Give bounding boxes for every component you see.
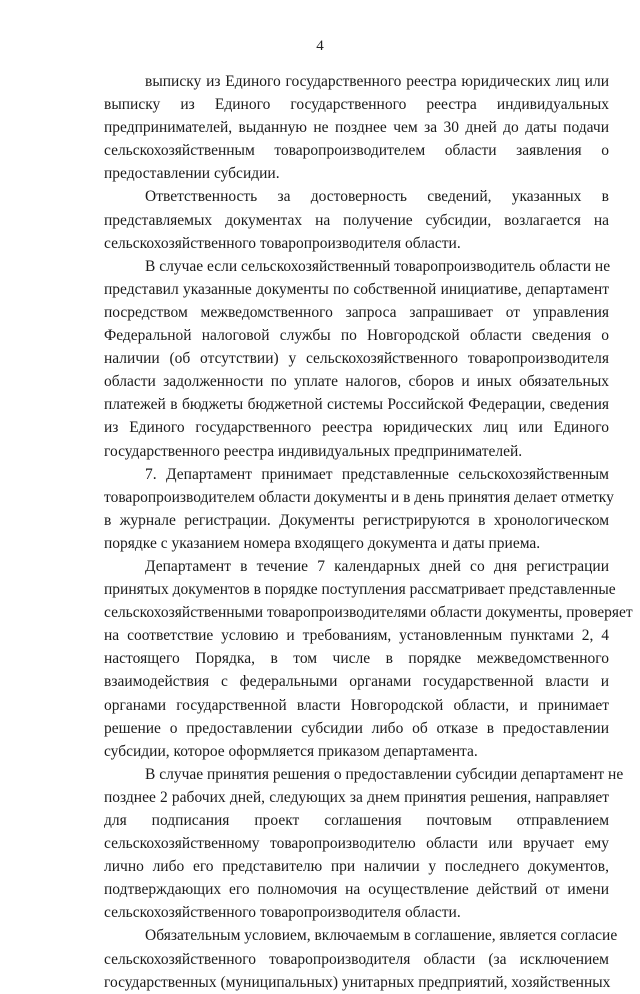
text-line: предпринимателей, выданную не позднее чем за 30 дней до даты подачи — [104, 119, 609, 137]
text-line: наличии (об отсутствии) у сельскохозяйственного товаропроизводителя — [104, 350, 609, 368]
text-line: сельскохозяйственного товаропроизводителя области. — [104, 234, 461, 252]
text-line: Федеральной налоговой службы по Новгородской области сведения о — [104, 327, 609, 345]
text-line: сельскохозяйственного товаропроизводителя области (за исключением — [104, 950, 609, 968]
text-line: подтверждающих его полномочия на осуществление действий от имени — [104, 881, 609, 899]
text-line: посредством межведомственного запроса запрашивает от управления — [104, 303, 609, 321]
text-line: порядке с указанием номера входящего документа и даты приема. — [104, 534, 541, 552]
text-line: платежей в бюджеты бюджетной системы Российской Федерации, сведения — [104, 396, 609, 414]
text-line: товаропроизводителем области документы и в день принятия делает отметку — [104, 488, 614, 506]
page-number: 4 — [316, 38, 324, 54]
text-line: представляемых документах на получение субсидии, возлагается на — [104, 211, 609, 229]
text-line: В случае принятия решения о предоставлении субсидии департамент не — [145, 765, 624, 783]
text-line: государственного реестра индивидуальных предпринимателей. — [104, 442, 523, 460]
text-line: субсидии, которое оформляется приказом департамента. — [104, 742, 478, 760]
text-line: 7. Департамент принимает представленные сельскохозяйственным — [145, 465, 609, 483]
text-line: сельскохозяйственному товаропроизводителю области или вручает ему — [104, 835, 609, 853]
text-line: принятых документов в порядке поступления рассматривает представленные — [104, 581, 616, 599]
text-line: лично либо его представителю при наличии у последнего документов, — [104, 858, 609, 876]
text-line: представил указанные документы по собственной инициативе, департамент — [104, 280, 609, 298]
text-line: взаимодействия с федеральными органами государственной власти и — [104, 673, 609, 691]
text-line: сельскохозяйственными товаропроизводителями области документы, проверяет — [104, 604, 633, 622]
document-body — [104, 70, 633, 994]
text-line: выписку из Единого государственного реестра юридических лиц или — [145, 73, 609, 90]
text-line: Ответственность за достоверность сведений, указанных в — [145, 188, 609, 206]
text-line: сельскохозяйственного товаропроизводителя области. — [104, 904, 461, 922]
text-line: решение о предоставлении субсидии либо об отказе в предоставлении — [104, 719, 609, 737]
text-line: для подписания проект соглашения почтовым отправлением — [104, 812, 609, 829]
text-line: Департамент в течение 7 календарных дней со дня регистрации — [145, 557, 609, 575]
text-line: предоставлении субсидии. — [104, 165, 280, 183]
text-line: на соответствие условию и требованиям, установленным пунктами 2, 4 — [104, 627, 609, 645]
text-line: государственных (муниципальных) унитарных предприятий, хозяйственных — [104, 973, 611, 991]
text-line: В случае если сельскохозяйственный товаропроизводитель области не — [145, 257, 611, 275]
text-line: из Единого государственного реестра юридических лиц или Единого — [104, 419, 609, 437]
text-line: Обязательным условием, включаемым в соглашение, является согласие — [145, 927, 618, 945]
text-line: органами государственной власти Новгородской области, и принимает — [104, 696, 609, 714]
text-line: сельскохозяйственным товаропроизводителем области заявления о — [104, 142, 609, 160]
text-line: выписку из Единого государственного реестра индивидуальных — [104, 96, 609, 114]
text-line: настоящего Порядка, в том числе в порядке межведомственного — [104, 650, 609, 668]
text-line: области задолженности по уплате налогов, сборов и иных обязательных — [104, 373, 609, 391]
text-line: позднее 2 рабочих дней, следующих за днем принятия решения, направляет — [104, 788, 609, 806]
text-line: в журнале регистрации. Документы регистрируются в хронологическом — [104, 511, 609, 529]
